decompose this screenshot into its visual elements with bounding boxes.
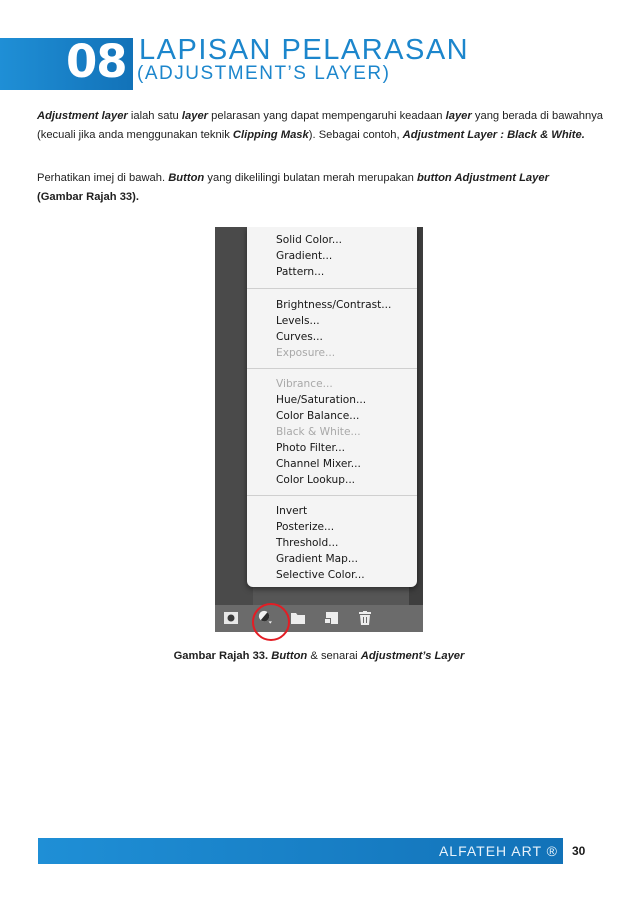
menu-divider	[247, 495, 417, 496]
figure-caption: Gambar Rajah 33. Button & senarai Adjustment’s Layer	[173, 650, 465, 662]
menu-divider	[247, 368, 417, 369]
menu-item[interactable]: Invert	[276, 505, 308, 517]
menu-item[interactable]: Color Balance...	[276, 410, 360, 422]
menu-item[interactable]: Gradient...	[276, 250, 333, 262]
menu-item[interactable]: Levels...	[276, 315, 320, 327]
menu-item-disabled: Exposure...	[276, 347, 336, 359]
menu-item[interactable]: Posterize...	[276, 521, 335, 533]
menu-item[interactable]: Solid Color...	[276, 234, 342, 246]
menu-item[interactable]: Pattern...	[276, 266, 325, 278]
layers-toolbar	[215, 605, 423, 632]
folder-icon[interactable]	[290, 611, 306, 625]
page-number: 30	[572, 844, 586, 858]
menu-group-fill	[247, 232, 417, 280]
menu-item[interactable]: Selective Color...	[276, 569, 365, 581]
menu-item[interactable]: Gradient Map...	[276, 553, 358, 565]
menu-item[interactable]: Channel Mixer...	[276, 458, 361, 470]
menu-item-disabled: Vibrance...	[276, 378, 333, 390]
instruction-paragraph: Perhatikan imej di bawah. Button yang dikelilingi bulatan merah merupakan button Adjustment Layer (Gambar Rajah 33).	[37, 172, 549, 203]
page-title: LAPISAN PELARASAN	[139, 34, 470, 66]
new-layer-icon[interactable]	[323, 611, 339, 625]
menu-item[interactable]: Color Lookup...	[276, 474, 356, 486]
menu-divider	[247, 288, 417, 289]
mask-icon[interactable]	[223, 611, 239, 625]
menu-item[interactable]: Brightness/Contrast...	[276, 299, 392, 311]
menu-item-disabled: Black & White...	[276, 426, 361, 438]
menu-group-tone	[247, 297, 417, 361]
trash-icon[interactable]	[357, 611, 373, 625]
footer-brand: ALFATEH ART ®	[438, 843, 558, 859]
highlight-ring	[252, 603, 290, 641]
intro-paragraph: Adjustment layer ialah satu layer pelarasan yang dapat mempengaruhi keadaan layer yang berada di bawahnya (kecuali jika anda menggunakan teknik Clipping Mask). Sebagai contoh, Adjustment Layer : Black & White.	[37, 110, 604, 141]
adjustment-layer-menu	[247, 227, 417, 587]
adjustment-menu-screenshot	[215, 227, 423, 632]
page-subtitle: (ADJUSTMENT’S LAYER)	[137, 63, 391, 84]
menu-item[interactable]: Threshold...	[276, 537, 339, 549]
menu-item[interactable]: Photo Filter...	[276, 442, 345, 454]
menu-item[interactable]: Hue/Saturation...	[276, 394, 367, 406]
chapter-number: 08	[66, 35, 127, 88]
menu-item[interactable]: Curves...	[276, 331, 323, 343]
menu-group-color	[247, 376, 417, 488]
menu-group-other	[247, 503, 417, 583]
